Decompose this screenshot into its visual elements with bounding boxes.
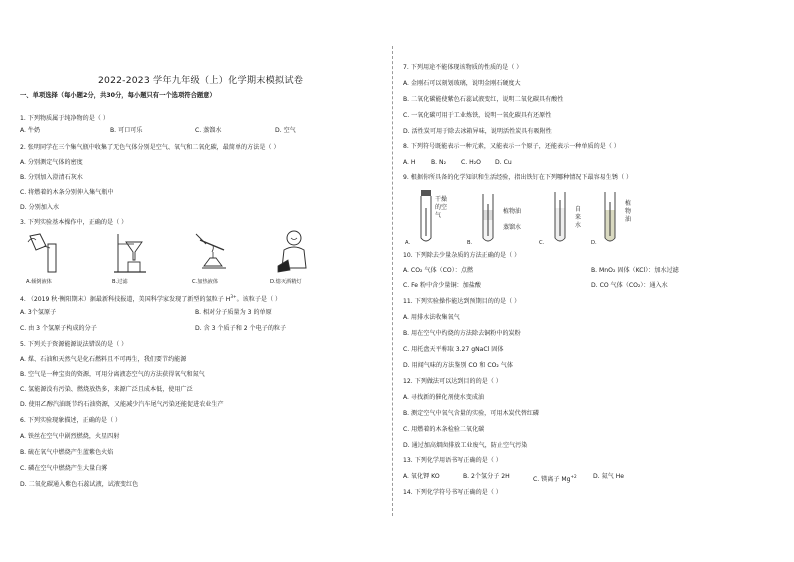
q5-stem: 5. 下列关于资源能源说法错误的是（ ）: [20, 341, 128, 348]
exam-title: 2022-2023 学年九年级（上）化学期末模拟试卷: [98, 75, 304, 87]
q2-option-a[interactable]: A. 分别测定气体的密度: [20, 159, 83, 166]
q13-option-c[interactable]: [533, 473, 577, 484]
tube-c-tap-water: [549, 190, 571, 246]
q13-option-d[interactable]: D. 氦气 He: [593, 473, 625, 480]
q3-caption-d: D.熄灭酒精灯: [270, 279, 302, 285]
q13-stem: 13. 下列化学用语书写正确的是（ ）: [403, 457, 502, 464]
q4-charge: 3+: [230, 294, 237, 299]
filtration-figure: [112, 230, 148, 276]
q8-option-c[interactable]: C. H₂O: [461, 159, 481, 166]
tube-b-water-label: 蒸馏水: [503, 224, 522, 231]
q8-option-a[interactable]: A. H: [403, 159, 416, 166]
section-heading: 一、单项选择（每小题2分，共30分，每小题只有一个选项符合题意）: [20, 92, 216, 99]
q10-stem: 10. 下列除去少量杂质的方法正确的是（ ）: [403, 252, 521, 259]
q9-stem: 9. 根据你所具备的化学知识和生活经验，指出铁钉在下列哪种情况下最容易生锈（ ）: [403, 174, 633, 181]
q7-option-a[interactable]: A. 金刚石可以刻划玻璃，说明金刚石硬度大: [403, 80, 521, 87]
q11-option-a[interactable]: A. 用排水法收集氧气: [403, 314, 460, 321]
q13-option-a[interactable]: A. 氧化钾 KO: [403, 473, 440, 480]
q12-option-a[interactable]: A. 寻找新的催化剂使水变成油: [403, 394, 485, 401]
q6-option-d[interactable]: D. 二氧化碳通入紫色石蕊试液，试液变红色: [20, 481, 139, 488]
tube-a-label: 干燥的空气: [435, 196, 448, 219]
q4-option-b[interactable]: B. 相对分子质量为 3 的单原: [195, 309, 272, 316]
tube-b-oil-label: 植物油: [503, 208, 522, 215]
tube-c-label: 自来水: [575, 206, 582, 229]
tube-b-oil-water: [477, 192, 499, 246]
q1-option-c[interactable]: C. 蒸馏水: [195, 127, 222, 134]
tube-a-dry-air: [415, 188, 437, 246]
q3-caption-b: B.过滤: [112, 279, 128, 285]
q1-option-d[interactable]: D. 空气: [275, 127, 296, 134]
q7-option-b[interactable]: B. 二氧化碳能使紫色石蕊试液变红，说明二氧化碳具有酸性: [403, 96, 564, 103]
q13-option-c-text: C. 镁离子 Mg: [533, 476, 571, 484]
q4-stem-a: 4. （2019 秋·衡阳期末）据最新科技报道，美国科学家发现了新型的氢粒子 H: [20, 296, 231, 304]
q2-option-d[interactable]: D. 分别加入水: [20, 204, 60, 211]
q3-stem: 3. 下列实验基本操作中，正确的是（ ）: [20, 219, 128, 226]
q10-option-d[interactable]: D. CO 气体（CO₂）：通入水: [591, 282, 668, 289]
q9-caption-b[interactable]: B.: [467, 240, 473, 246]
q2-option-c[interactable]: C. 将燃着的木条分别伸入集气瓶中: [20, 189, 114, 196]
q12-option-c[interactable]: C. 用燃着的木条检验二氧化碳: [403, 426, 485, 433]
q12-stem: 12. 下列做法可以达到目的的是（ ）: [403, 378, 502, 385]
q1-stem: 1. 下列物质属于纯净物的是（ ）: [20, 115, 109, 122]
q4-option-c[interactable]: C. 由 3 个氢原子构成的分子: [20, 325, 97, 332]
q9-caption-d[interactable]: D.: [591, 240, 597, 246]
q10-option-c[interactable]: C. Fe 粉中含少量铜：加盐酸: [403, 282, 481, 289]
q7-option-c[interactable]: C. 一氧化碳可用于工业炼铁，说明一氧化碳具有还原性: [403, 112, 552, 119]
q7-stem: 7. 下列用途不能体现该物质的性质的是（ ）: [403, 64, 523, 71]
q4-option-d[interactable]: D. 含 3 个质子和 2 个电子的粒子: [195, 325, 287, 332]
q8-stem: 8. 下列符号既能表示一种元素，又能表示一个原子，还能表示一种单质的是（ ）: [403, 143, 620, 150]
q6-option-c[interactable]: C. 磷在空气中燃烧产生大量白雾: [20, 465, 108, 472]
q12-option-d[interactable]: D. 通过加高烟囱排放工业废气，防止空气污染: [403, 442, 528, 449]
q10-option-a[interactable]: A. CO₂ 气体（CO）：点燃: [403, 267, 474, 274]
q4-stem-b: 。该粒子是（ ）: [236, 296, 282, 304]
q6-option-a[interactable]: A. 铁丝在空气中剧烈燃烧，火星四射: [20, 433, 120, 440]
q10-option-b[interactable]: B. MnO₂ 固体（KCl）：加水过滤: [591, 267, 679, 274]
q4-stem: [20, 293, 281, 304]
q13-option-b[interactable]: B. 2个氢分子 2H: [463, 473, 510, 480]
q8-option-b[interactable]: B. N₂: [431, 159, 447, 166]
q6-stem: 6. 下列实验现象描述，正确的是（ ）: [20, 417, 122, 424]
q5-option-c[interactable]: C. 氢能源没有污染、燃烧放热多，来源广泛且成本低，使用广泛: [20, 386, 193, 393]
heating-liquid-figure: [192, 230, 232, 276]
q5-option-b[interactable]: B. 空气是一种宝贵的资源，可用分离液态空气的方法获得氧气和氮气: [20, 371, 205, 378]
q5-option-a[interactable]: A. 煤、石油和天然气是化石燃料且不可再生，我们要节约能源: [20, 356, 187, 363]
q4-option-a[interactable]: A. 3个氢原子: [20, 309, 57, 316]
q9-caption-a[interactable]: A.: [405, 240, 411, 246]
q12-option-b[interactable]: B. 测定空气中氧气含量的实验，可用木炭代替红磷: [403, 410, 540, 417]
q2-stem: 2. 张明同学在三个集气瓶中收集了无色气体分别是空气、氧气和二氧化碳，最简单的方法是（ ）: [20, 144, 280, 151]
q13-option-c-charge: +2: [570, 474, 577, 479]
q14-stem: 14. 下列化学符号书写正确的是（ ）: [403, 489, 502, 496]
tube-d-vegetable-oil: [599, 190, 621, 246]
extinguish-lamp-figure: [272, 228, 312, 276]
q8-option-d[interactable]: D. Cu: [495, 159, 512, 166]
column-divider: [392, 46, 393, 516]
q7-option-d[interactable]: D. 活性炭可用于除去冰箱异味，说明活性炭具有吸附性: [403, 128, 552, 135]
q11-option-b[interactable]: B. 用在空气中灼烧的方法除去铜粉中的炭粉: [403, 330, 521, 337]
q9-caption-c[interactable]: C.: [539, 240, 545, 246]
q1-option-b[interactable]: B. 可口可乐: [110, 127, 143, 134]
q1-option-a[interactable]: A. 牛奶: [20, 127, 41, 134]
q6-option-b[interactable]: B. 硫在氧气中燃烧产生蓝紫色火焰: [20, 449, 114, 456]
q11-option-d[interactable]: D. 用闻气味的方法鉴别 CO 和 CO₂ 气体: [403, 362, 513, 369]
pouring-liquid-figure: [26, 232, 66, 276]
q2-option-b[interactable]: B. 分别加入澄清石灰水: [20, 174, 83, 181]
q11-option-c[interactable]: C. 用托盘天平称取 3.27 gNaCl 固体: [403, 346, 504, 353]
q3-caption-a: A.倾倒液体: [26, 279, 52, 285]
q3-caption-c: C.加热液体: [192, 279, 219, 285]
q11-stem: 11. 下列实验操作能达到预期目的的是（ ）: [403, 298, 521, 305]
tube-d-label: 植物油: [625, 200, 632, 223]
q5-option-d[interactable]: D. 使用乙醇汽油既节约石油资源，又能减少汽车尾气污染还能促进农业生产: [20, 401, 224, 408]
